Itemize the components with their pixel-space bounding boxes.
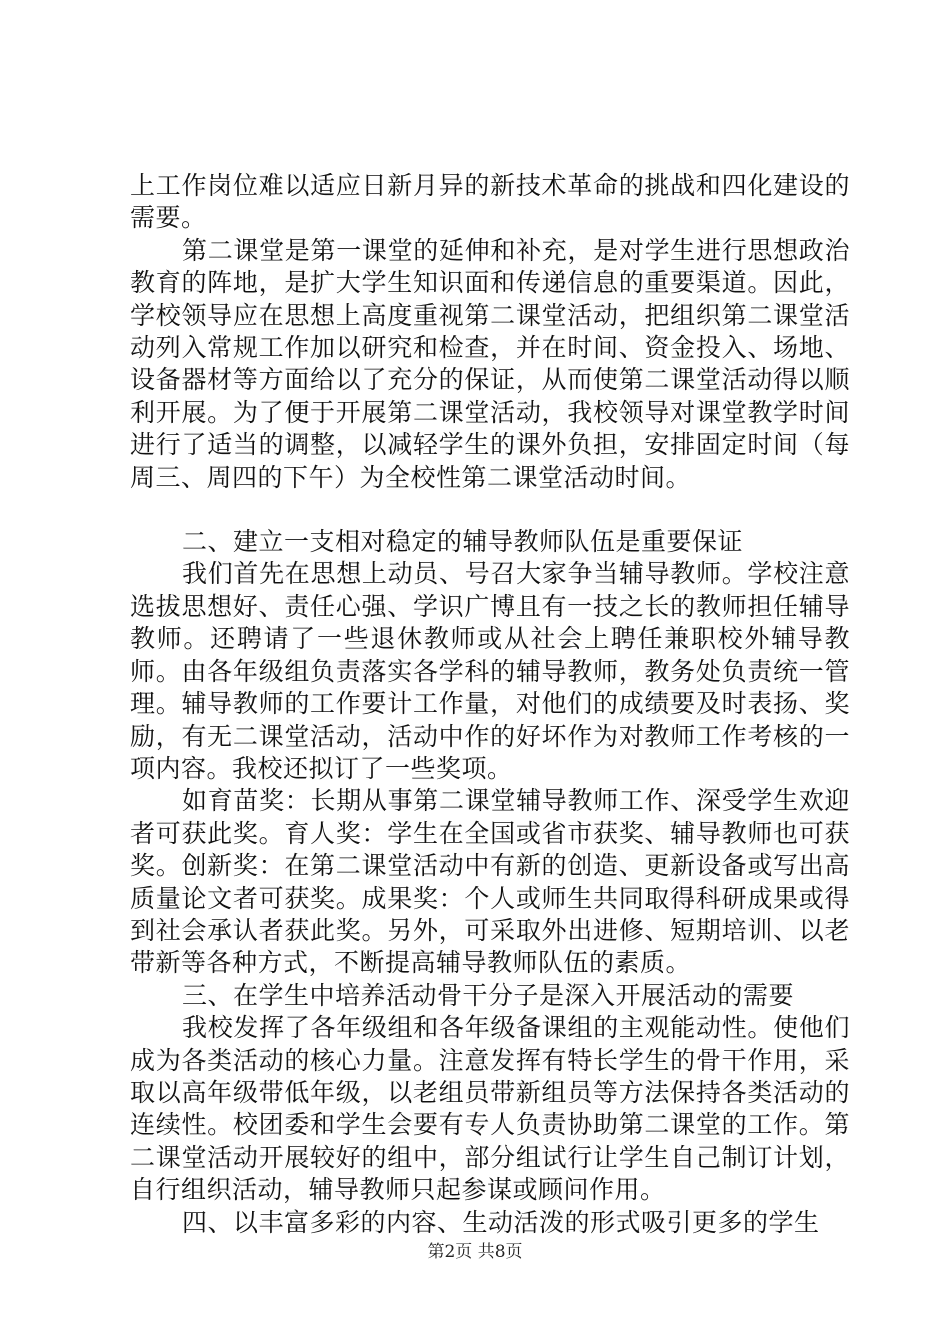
paragraph-tutor-team: 我们首先在思想上动员、号召大家争当辅导教师。学校注意选拔思想好、责任心强、学识广博且有一技之长的教师担任辅导教师。还聘请了一些退休教师或从社会上聘任兼职校外辅导教师。由各年级组负责落实各学科的辅导教师，教务处负责统一管理。辅导教师的工作要计工作量，对他们的成绩要及时表扬、奖励，有无二课堂活动，活动中作的好坏作为对教师工作考核的一项内容。我校还拟订了一些奖项。 [130, 559, 850, 783]
paragraph-continuation: 上工作岗位难以适应日新月异的新技术革命的挑战和四化建设的需要。 [130, 171, 850, 233]
paragraph-student-backbone: 我校发挥了各年级组和各年级备课组的主观能动性。使他们成为各类活动的核心力量。注意发挥有特长学生的骨干作用，采取以高年级带低年级，以老组员带新组员等方法保持各类活动的连续性。校团委和学生会要有专人负责协助第二课堂的工作。第二课堂活动开展较好的组中，部分组试行让学生自己制订计划，自行组织活动，辅导教师只起参谋或顾问作用。 [130, 1013, 850, 1205]
paragraph-gap [130, 494, 850, 526]
document-body [130, 170, 850, 1239]
paragraph-second-classroom: 第二课堂是第一课堂的延伸和补充，是对学生进行思想政治教育的阵地，是扩大学生知识面和传递信息的重要渠道。因此，学校领导应在思想上高度重视第二课堂活动，把组织第二课堂活动列入常规工作加以研究和检查，并在时间、资金投入、场地、设备器材等方面给以了充分的保证，从而使第二课堂活动得以顺利开展。为了便于开展第二课堂活动，我校领导对课堂教学时间进行了适当的调整，以减轻学生的课外负担，安排固定时间（每周三、周四的下午）为全校性第二课堂活动时间。 [130, 235, 850, 492]
section-heading-four: 四、以丰富多彩的内容、生动活泼的形式吸引更多的学生 [182, 1207, 820, 1237]
paragraph-awards: 如育苗奖：长期从事第二课堂辅导教师工作、深受学生欢迎者可获此奖。育人奖：学生在全国或省市获奖、辅导教师也可获奖。创新奖：在第二课堂活动中有新的创造、更新设备或写出高质量论文者可获奖。成果奖：个人或师生共同取得科研成果或得到社会承认者获此奖。另外，可采取外出进修、短期培训、以老带新等各种方式，不断提高辅导教师队伍的素质。 [130, 786, 850, 978]
page-number-footer: 第2页 共8页 [427, 1242, 523, 1262]
section-heading-three: 三、在学生中培养活动骨干分子是深入开展活动的需要 [182, 980, 795, 1010]
section-heading-two: 二、建立一支相对稳定的辅导教师队伍是重要保证 [182, 527, 744, 557]
